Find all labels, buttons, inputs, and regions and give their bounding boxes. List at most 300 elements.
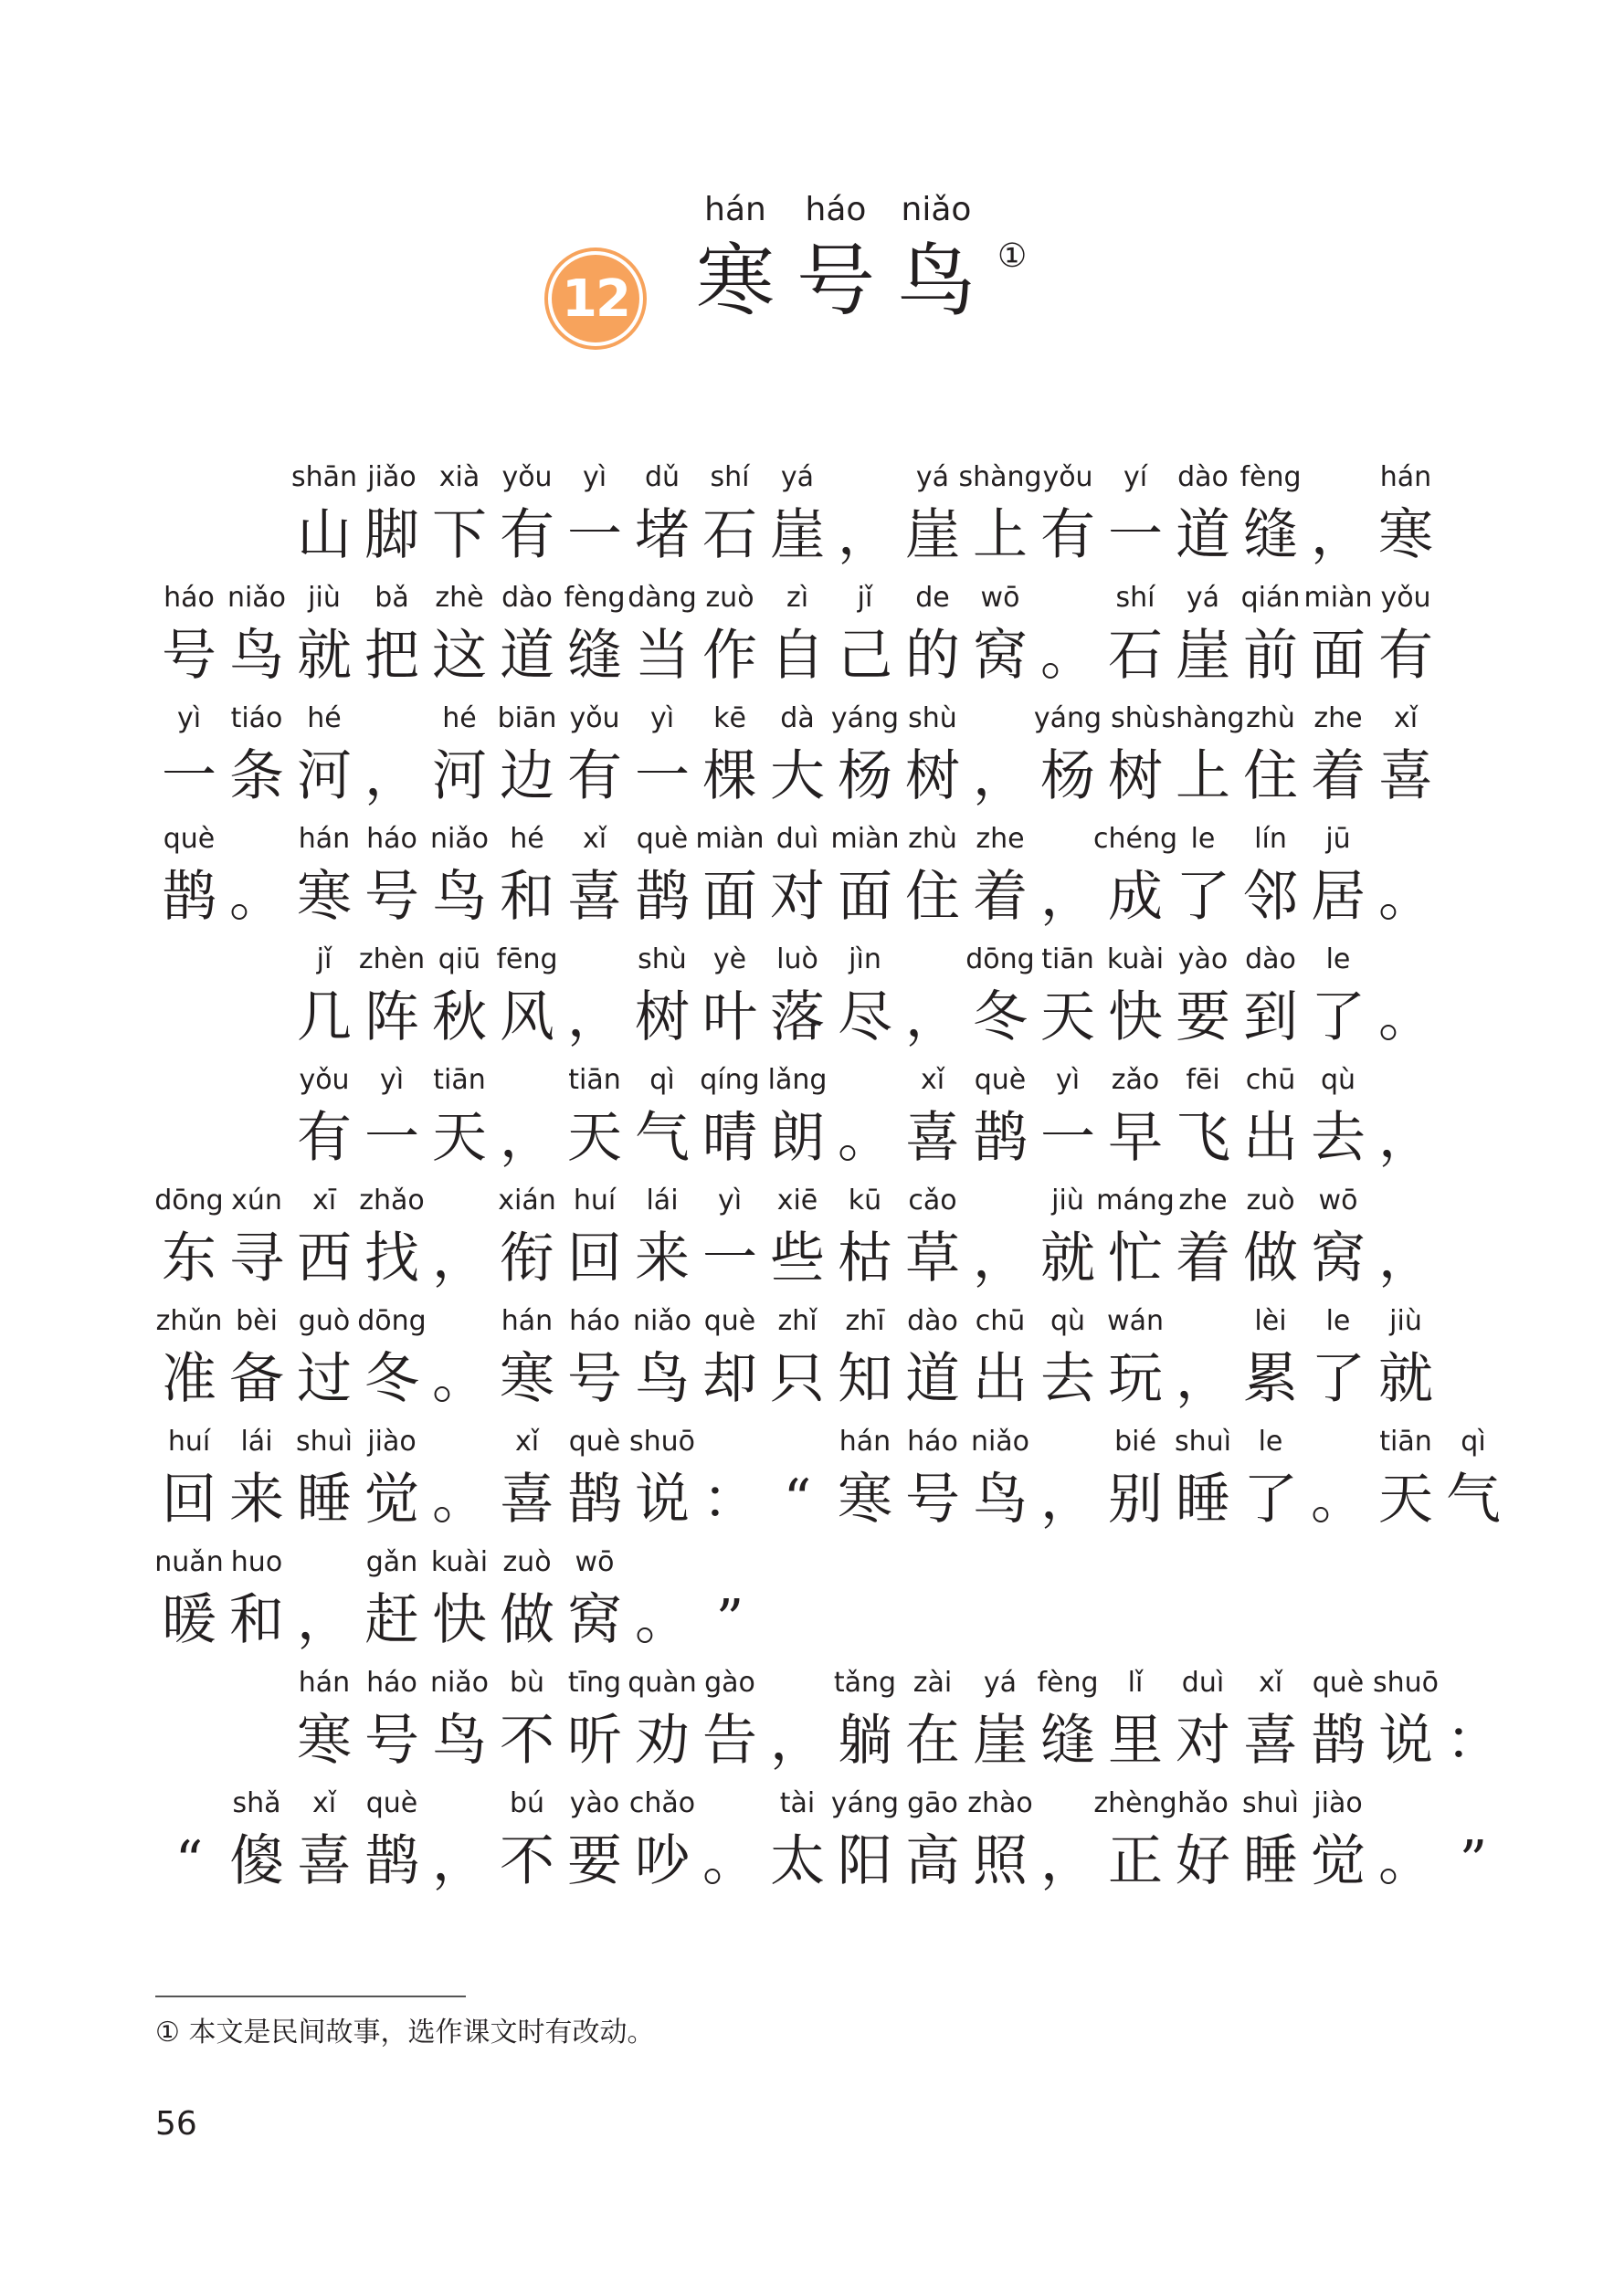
hanzi: 了 [1176,865,1230,929]
pinyin: xián [498,1185,556,1216]
hanzi: 就 [1378,1347,1433,1411]
hanzi: 一 [1040,1106,1095,1170]
pinyin: hé [442,702,477,734]
pinyin: de [915,582,950,614]
hanzi: 要 [567,1829,622,1893]
pinyin: jiǎo [367,461,417,493]
hanzi: 太 [770,1829,825,1893]
pinyin: huí [167,1426,211,1458]
hanzi: 河 [297,744,352,808]
char-cell [1237,461,1304,580]
pinyin: xǐ [582,823,607,855]
hanzi: 累 [1243,1347,1298,1411]
pinyin: jǐ [316,943,332,975]
hanzi: 有 [1040,503,1095,567]
pinyin: xǐ [514,1426,540,1458]
hanzi: 鸟 [432,865,487,929]
char-cell [358,1787,426,1906]
pinyin: què [974,1064,1027,1096]
hanzi: 天 [567,1106,622,1170]
hanzi: 去 [1040,1347,1095,1411]
hanzi: 和 [500,865,554,929]
hanzi: 气 [635,1106,690,1170]
char-cell [1304,823,1372,942]
hanzi: 飞 [1176,1106,1230,1170]
char-cell [628,1546,696,1665]
pinyin: wō [980,582,1020,614]
char-cell [1372,1787,1440,1906]
hanzi: 草 [905,1227,960,1290]
char-cell [966,823,1034,942]
pinyin: fēi [1186,1064,1220,1096]
pinyin: yǒu [1042,461,1093,493]
char-cell [1440,1667,1507,1785]
pinyin: shuì [1242,1787,1299,1819]
hanzi: 寻 [229,1227,284,1290]
hanzi: ： [1446,1709,1501,1773]
char-cell [1372,943,1440,1062]
pinyin: yǒu [1380,582,1431,614]
pinyin: háo [164,582,215,614]
hanzi: ， [973,744,1028,808]
char-cell [1372,823,1440,942]
hanzi: 树 [1108,744,1163,808]
pinyin: hé [307,702,342,734]
pinyin: qiū [438,943,481,975]
hanzi: 有 [500,503,554,567]
hanzi: 前 [1243,624,1298,688]
footnote [155,2015,654,2051]
hanzi: 一 [1108,503,1163,567]
pinyin: duì [775,823,819,855]
hanzi: ， [973,1227,1028,1290]
pinyin: yá [915,461,950,493]
pinyin: lái [646,1185,679,1216]
hanzi: 住 [1243,744,1298,808]
hanzi: 杨 [838,744,892,808]
pinyin: xǐ [1393,702,1419,734]
pinyin: chū [1245,1064,1296,1096]
pinyin: xià [438,461,480,493]
pinyin: lǐ [1127,1667,1144,1699]
hanzi: 枯 [838,1227,892,1290]
char-cell [764,461,831,580]
hanzi: 石 [702,503,757,567]
hanzi: 自 [770,624,825,688]
pinyin: tiān [1379,1426,1432,1458]
pinyin: hǎo [1177,1787,1229,1819]
char-cell [1304,1185,1372,1303]
pinyin: jiù [1389,1305,1422,1337]
pinyin: jiào [1313,1787,1363,1819]
pinyin: zhè [435,582,484,614]
hanzi: 一 [364,1106,419,1170]
hanzi: 面 [702,865,757,929]
pinyin: hán [298,1667,351,1699]
footnote-text: 本文是民间故事，选作课文时有改动。 [188,2017,655,2048]
pinyin: zhǐ [777,1305,818,1337]
hanzi: 别 [1108,1468,1163,1532]
hanzi: 寒 [297,865,352,929]
pinyin: fèng [564,582,626,614]
hanzi: ， [432,1227,487,1290]
pinyin: yì [717,1185,743,1216]
pinyin: zǎo [1111,1064,1160,1096]
title-footnote-mark: ① [997,237,1028,275]
pinyin: yá [1186,582,1220,614]
hanzi: 来 [229,1468,284,1532]
hanzi: 有 [567,744,622,808]
char-cell [899,1185,966,1303]
hanzi: ， [770,1709,825,1773]
char-cell [155,823,223,942]
pinyin: què [163,823,216,855]
pinyin: dào [1177,461,1229,493]
hanzi: 己 [838,624,892,688]
pinyin: yè [712,943,747,975]
hanzi: ” [1459,1829,1488,1893]
hanzi: 睡 [297,1468,352,1532]
pinyin: dōng [357,1305,427,1337]
hanzi: 鹊 [364,1829,419,1893]
hanzi: ， [1040,1829,1095,1893]
hanzi: 缝 [567,624,622,688]
char-cell [764,1064,831,1183]
hanzi: 躺 [838,1709,892,1773]
hanzi: 却 [702,1347,757,1411]
pinyin: jǐ [857,582,873,614]
pinyin: yǒu [299,1064,350,1096]
hanzi: 大 [770,744,825,808]
hanzi: 棵 [702,744,757,808]
pinyin: jiào [367,1426,417,1458]
pinyin: tiān [1041,943,1094,975]
pinyin: tiān [433,1064,486,1096]
pinyin: kē [713,702,746,734]
pinyin: shuì [296,1426,353,1458]
pinyin: biān [497,702,557,734]
hanzi: 照 [973,1829,1028,1893]
hanzi: 寒 [838,1468,892,1532]
pinyin: duì [1181,1667,1225,1699]
char-cell [1372,702,1440,821]
hanzi: ， [1311,503,1366,567]
pinyin: qì [1461,1426,1486,1458]
hanzi: 喜 [567,865,622,929]
char-cell [1304,1787,1372,1906]
hanzi: 这 [432,624,487,688]
pinyin: huo [230,1546,283,1578]
pinyin: zì [786,582,809,614]
pinyin: háo [569,1305,620,1337]
pinyin: hán [501,1305,554,1337]
hanzi: 风 [500,985,554,1049]
pinyin: qù [1050,1305,1086,1337]
pinyin: tīng [567,1667,622,1699]
hanzi: 鹊 [1311,1709,1366,1773]
char-cell [696,1546,764,1665]
text-line [0,1185,1614,1303]
char-cell [696,1667,764,1785]
title-char [886,192,986,338]
pinyin: wō [1318,1185,1358,1216]
hanzi: 一 [635,744,690,808]
text-line [0,823,1614,942]
pinyin: chǎo [628,1787,696,1819]
hanzi: 面 [838,865,892,929]
hanzi: 找 [364,1227,419,1290]
pinyin: háo [366,823,417,855]
pinyin: shàng [958,461,1042,493]
hanzi: 快 [432,1588,487,1652]
pinyin: wán [1107,1305,1164,1337]
char-cell [1237,1426,1304,1544]
hanzi: ， [905,985,960,1049]
pinyin: shuō [628,1426,695,1458]
hanzi: 冬 [364,1347,419,1411]
pinyin: zhèn [358,943,426,975]
hanzi: ， [500,1106,554,1170]
hanzi: 来 [635,1227,690,1290]
pinyin: yí [1123,461,1148,493]
pinyin: zhǎo [359,1185,425,1216]
hanzi: 备 [229,1347,284,1411]
pinyin: yáng [830,702,900,734]
hanzi: 听 [567,1709,622,1773]
hanzi: 好 [1176,1829,1230,1893]
char-cell [561,1546,628,1665]
hanzi: 窝 [567,1588,622,1652]
pinyin: què [1312,1667,1365,1699]
char-cell [899,702,966,821]
pinyin: miàn [695,823,765,855]
hanzi: 窝 [1311,1227,1366,1290]
pinyin: què [703,1305,756,1337]
hanzi: 秋 [432,985,487,1049]
hanzi: 出 [973,1347,1028,1411]
hanzi: 一 [702,1227,757,1290]
text-line [0,582,1614,700]
pinyin: kuài [1106,943,1165,975]
hanzi: 不 [500,1829,554,1893]
hanzi: 窝 [973,624,1028,688]
char-cell [426,1064,493,1183]
hanzi: 一 [567,503,622,567]
hanzi: 吵 [635,1829,690,1893]
hanzi: 喜 [500,1468,554,1532]
hanzi: 鸟 [897,236,976,327]
pinyin: què [636,823,689,855]
hanzi: 阵 [364,985,419,1049]
char-cell [290,702,358,821]
pinyin: qù [1320,1064,1356,1096]
char-cell [358,1185,426,1303]
lesson-title [548,192,1060,338]
text-line [0,1787,1614,1906]
hanzi: 河 [432,744,487,808]
pinyin: yào [1177,943,1229,975]
text-line [0,1546,1614,1665]
hanzi: 面 [1311,624,1366,688]
hanzi: 告 [702,1709,757,1773]
hanzi: ， [1378,1227,1433,1290]
hanzi: 道 [905,1347,960,1411]
hanzi: 落 [770,985,825,1049]
hanzi: 着 [1176,1227,1230,1290]
pinyin: cǎo [908,1185,957,1216]
pinyin: yáng [1033,702,1102,734]
pinyin: shí [710,461,750,493]
char-cell [628,1426,696,1544]
pinyin: zài [912,1667,953,1699]
hanzi: 劝 [635,1709,690,1773]
pinyin: háo [805,191,867,228]
pinyin: nuǎn [154,1546,224,1578]
hanzi: 脚 [364,503,419,567]
hanzi: 尽 [838,985,892,1049]
hanzi: 就 [1040,1227,1095,1290]
hanzi: 出 [1243,1106,1298,1170]
char-cell [966,1787,1034,1906]
hanzi: 缝 [1243,503,1298,567]
pinyin: shān [290,461,358,493]
pinyin: yì [582,461,607,493]
pinyin: quàn [628,1667,697,1699]
pinyin: fēng [496,943,558,975]
pinyin: yì [1055,1064,1081,1096]
pinyin: háo [907,1426,958,1458]
hanzi: 居 [1311,865,1366,929]
pinyin: tǎng [833,1667,897,1699]
hanzi: 号 [567,1347,622,1411]
hanzi: ， [1378,1106,1433,1170]
hanzi: 觉 [1311,1829,1366,1893]
hanzi: 和 [229,1588,284,1652]
pinyin: zuò [1246,1185,1295,1216]
hanzi: 把 [364,624,419,688]
hanzi: 叶 [702,985,757,1049]
pinyin: jū [1325,823,1351,855]
hanzi: 作 [702,624,757,688]
hanzi: 气 [1446,1468,1501,1532]
pinyin: shuì [1175,1426,1231,1458]
char-cell [966,1426,1034,1544]
char-cell [358,1305,426,1424]
hanzi: 暖 [162,1588,216,1652]
hanzi: 说 [635,1468,690,1532]
hanzi: 。 [635,1588,690,1652]
hanzi: 了 [1243,1468,1298,1532]
footnote-mark: ① [155,2017,180,2048]
hanzi: 。 [432,1468,487,1532]
hanzi: 。 [432,1347,487,1411]
hanzi: 当 [635,624,690,688]
pinyin: shàng [1161,702,1245,734]
hanzi: 崖 [905,503,960,567]
char-cell [1372,1667,1440,1785]
pinyin: gào [704,1667,755,1699]
hanzi: 号 [364,1709,419,1773]
hanzi: 准 [162,1347,216,1411]
pinyin: zhèng [1093,1787,1177,1819]
footnote-rule [155,1996,466,1997]
hanzi: 石 [1108,624,1163,688]
pinyin: zuò [502,1546,552,1578]
hanzi: 天 [1378,1468,1433,1532]
pinyin: yì [379,1064,405,1096]
pinyin: kū [848,1185,882,1216]
hanzi: 堵 [635,503,690,567]
pinyin: fèng [1037,1667,1099,1699]
hanzi: 玩 [1108,1347,1163,1411]
hanzi: 树 [905,744,960,808]
hanzi: 了 [1311,1347,1366,1411]
hanzi: 道 [500,624,554,688]
hanzi: 。 [1378,985,1433,1049]
hanzi: ” [715,1588,744,1652]
pinyin: yào [569,1787,620,1819]
hanzi: 号 [162,624,216,688]
char-cell [1102,1305,1169,1424]
hanzi: 些 [770,1227,825,1290]
pinyin: zhǔn [155,1305,223,1337]
pinyin: zhe [1178,1185,1228,1216]
hanzi: 衔 [500,1227,554,1290]
hanzi: 上 [973,503,1028,567]
hanzi: 几 [297,985,352,1049]
pinyin: hán [298,823,351,855]
char-cell [1440,1426,1507,1544]
pinyin: zhe [976,823,1025,855]
hanzi: 邻 [1243,865,1298,929]
pinyin: dǔ [644,461,680,493]
pinyin: máng [1096,1185,1175,1216]
pinyin: le [1190,823,1216,855]
pinyin: xī [311,1185,337,1216]
hanzi: 忙 [1108,1227,1163,1290]
pinyin: què [365,1787,418,1819]
hanzi: 晴 [702,1106,757,1170]
hanzi: 天 [432,1106,487,1170]
hanzi: 住 [905,865,960,929]
pinyin: fèng [1240,461,1302,493]
hanzi: ： [702,1468,757,1532]
pinyin: xǐ [311,1787,337,1819]
pinyin: hán [1379,461,1432,493]
hanzi: 对 [1176,1709,1230,1773]
hanzi: 阳 [838,1829,892,1893]
pinyin: tiáo [230,702,283,734]
hanzi: 鹊 [162,865,216,929]
hanzi: 。 [1378,1829,1433,1893]
char-cell [1372,461,1440,580]
hanzi: 杨 [1040,744,1095,808]
hanzi: 西 [297,1227,352,1290]
hanzi: 上 [1176,744,1230,808]
hanzi: 寒 [297,1709,352,1773]
hanzi: “ [783,1468,812,1532]
text-line [0,461,1614,580]
text-line [0,1667,1614,1785]
hanzi: 鸟 [432,1709,487,1773]
hanzi: 。 [229,865,284,929]
pinyin: yá [983,1667,1018,1699]
hanzi: 。 [1378,865,1433,929]
char-cell [358,1426,426,1544]
pinyin: xún [231,1185,282,1216]
hanzi: 对 [770,865,825,929]
hanzi: 冬 [973,985,1028,1049]
